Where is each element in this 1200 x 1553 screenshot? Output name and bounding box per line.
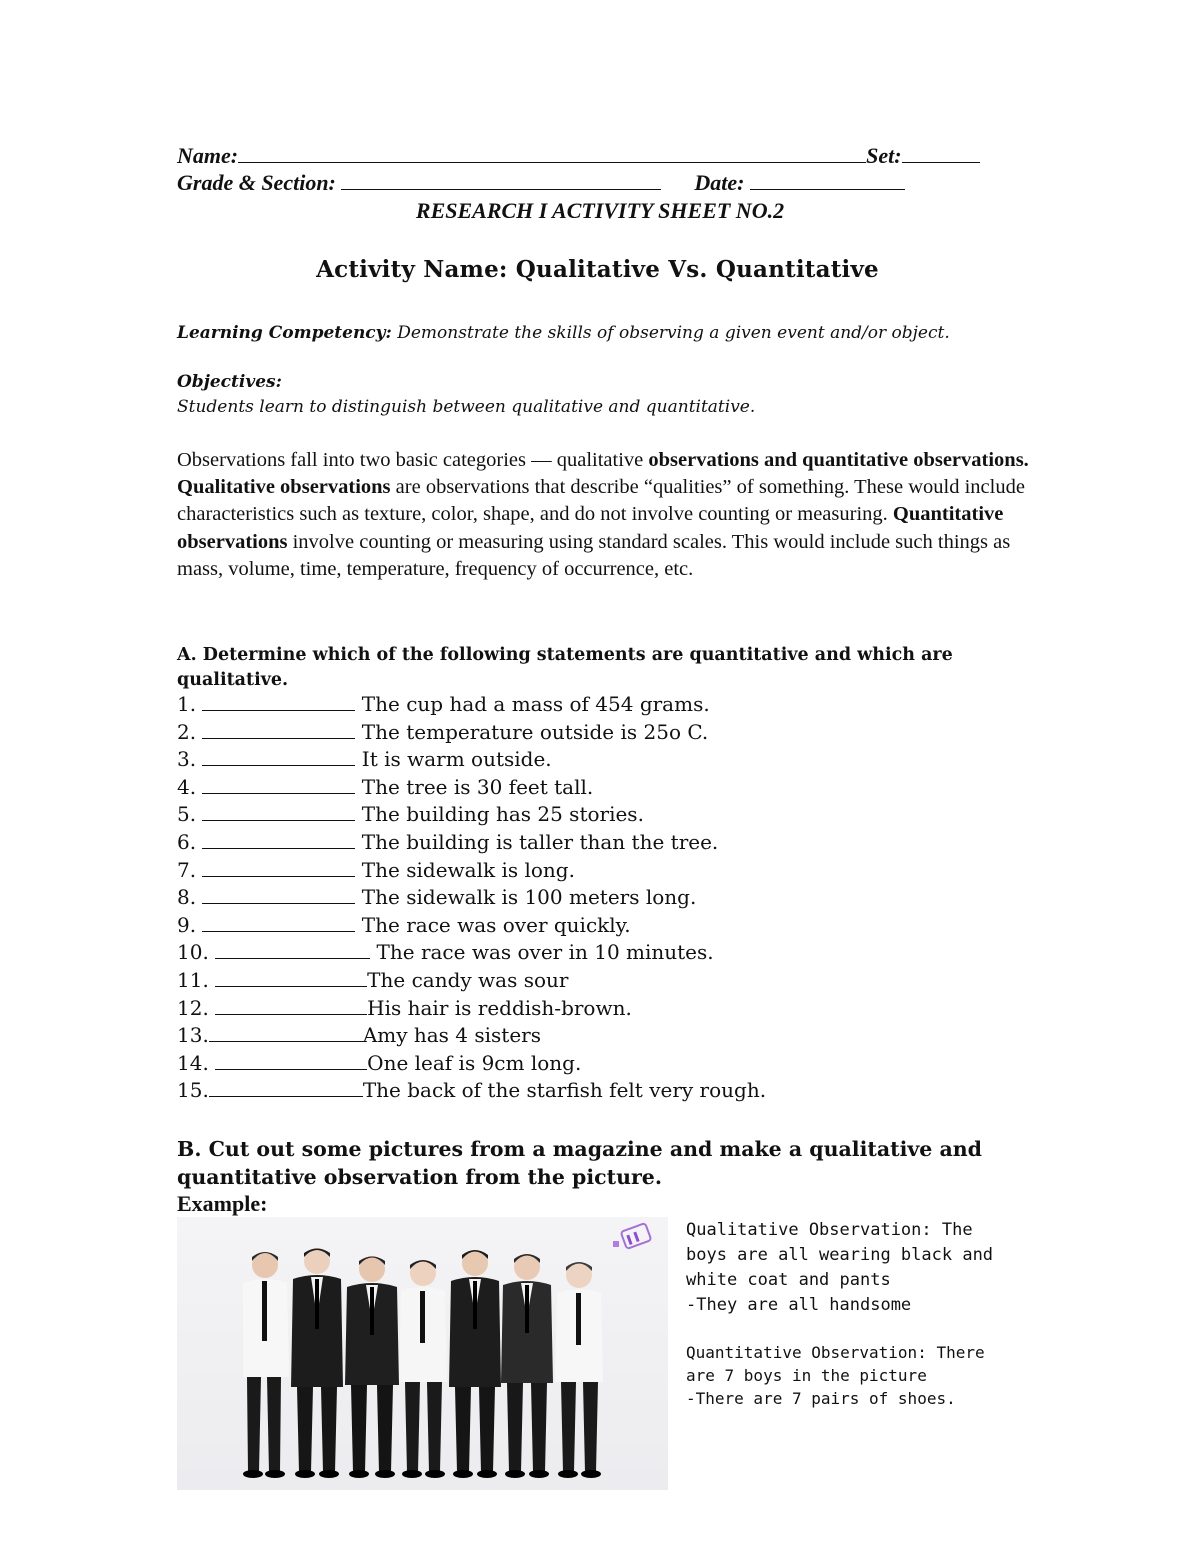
intro-text-1: Observations fall into two basic categories — qualitative: [177, 449, 649, 471]
quantitative-observation: [686, 1341, 1021, 1410]
list-item: [177, 967, 766, 995]
item-text: The sidewalk is 100 meters long.: [355, 885, 697, 910]
item-text: The race was over in 10 minutes.: [370, 940, 714, 965]
answer-blank[interactable]: [202, 912, 355, 932]
grade-row: [177, 170, 905, 196]
item-text: One leaf is 9cm long.: [367, 1050, 582, 1075]
answer-blank[interactable]: [215, 939, 370, 959]
item-number: 9.: [177, 912, 203, 937]
answer-blank[interactable]: [215, 995, 367, 1015]
learning-competency-label: Learning Competency:: [177, 323, 392, 343]
list-item: [177, 884, 766, 912]
answer-blank[interactable]: [202, 801, 355, 821]
item-text: The temperature outside is 25o C.: [355, 719, 709, 744]
answer-blank[interactable]: [202, 746, 355, 766]
item-number: 1.: [177, 692, 203, 716]
item-text: The sidewalk is long.: [355, 857, 575, 882]
person-figure: [501, 1254, 553, 1478]
list-item: [177, 1077, 766, 1105]
item-number: 15.: [177, 1078, 209, 1103]
answer-blank[interactable]: [202, 719, 355, 739]
list-item: [177, 691, 766, 719]
list-item: [177, 1022, 766, 1050]
list-item: [177, 774, 766, 802]
person-figure: [555, 1262, 603, 1478]
section-b-title: B. Cut out some pictures from a magazine and make a qualitative and quantitative observation from the picture.: [177, 1137, 982, 1189]
person-figure: [291, 1248, 343, 1478]
item-number: 11.: [177, 967, 216, 992]
activity-title: Activity Name: Qualitative Vs. Quantitative: [316, 256, 879, 283]
list-item: [177, 746, 766, 774]
intro-bold-2: Qualitative observations: [177, 476, 391, 499]
list-item: [177, 912, 766, 940]
purple-logo-icon: [613, 1223, 651, 1249]
item-text: The tree is 30 feet tall.: [355, 774, 594, 799]
item-number: 4.: [177, 774, 203, 799]
person-figure: [449, 1250, 501, 1478]
person-figure: [399, 1260, 447, 1478]
answer-blank[interactable]: [202, 857, 355, 877]
list-item: [177, 995, 766, 1023]
intro-text-3: are observations that describe “qualities” of something. These would include characteristics such as texture, color, shape, and do not involve counting or measuring.: [177, 476, 1025, 526]
item-number: 10.: [177, 940, 216, 965]
item-text: The cup had a mass of 454 grams.: [355, 692, 710, 716]
group-photo: [177, 1217, 668, 1490]
item-text: His hair is reddish-brown.: [367, 995, 632, 1020]
item-number: 6.: [177, 829, 203, 854]
person-figure: [345, 1256, 399, 1478]
group-photo-illustration: [177, 1217, 668, 1490]
item-number: 3.: [177, 747, 203, 772]
item-text: The back of the starfish felt very rough.: [362, 1078, 767, 1103]
item-number: 2.: [177, 719, 203, 744]
name-row: [177, 143, 980, 169]
list-item: [177, 939, 766, 967]
item-number: 14.: [177, 1050, 216, 1075]
answer-blank[interactable]: [209, 1077, 363, 1097]
set-blank: [902, 143, 980, 163]
learning-competency: [177, 321, 1027, 346]
name-blank: [238, 143, 866, 163]
intro-paragraph: [177, 447, 1037, 583]
item-number: 5.: [177, 802, 203, 827]
item-text: The race was over quickly.: [355, 912, 631, 937]
sheet-title: RESEARCH I ACTIVITY SHEET NO.2: [415, 198, 785, 223]
person-figure: [243, 1252, 289, 1478]
section-a-title: A. Determine which of the following statements are quantitative and which are qualitative.: [177, 645, 953, 690]
list-item: [177, 1050, 766, 1078]
answer-blank[interactable]: [202, 884, 355, 904]
objectives-label: Objectives:: [177, 372, 282, 392]
name-label: Name:: [177, 143, 239, 168]
answer-blank[interactable]: [215, 967, 367, 987]
grade-label: Grade & Section:: [177, 170, 336, 195]
objectives-text: Students learn to distinguish between qualitative and quantitative.: [177, 397, 756, 417]
quantitative-line-1: Quantitative Observation: There are 7 boys in the picture: [686, 1343, 985, 1385]
qualitative-line-1: Qualitative Observation: The boys are all wearing black and white coat and pants: [686, 1220, 994, 1290]
quantitative-line-2: -There are 7 pairs of shoes.: [686, 1389, 956, 1408]
item-text: It is warm outside.: [355, 747, 552, 772]
item-text: The building has 25 stories.: [355, 802, 644, 827]
item-text: The candy was sour: [367, 967, 569, 992]
intro-bold-1: observations and quantitative observations.: [648, 449, 1029, 471]
example-label: Example:: [177, 1191, 268, 1216]
item-number: 13.: [177, 1023, 209, 1048]
learning-competency-text: Demonstrate the skills of observing a given event and/or object.: [397, 323, 950, 343]
qualitative-line-2: -They are all handsome: [686, 1295, 912, 1315]
list-item: [177, 801, 766, 829]
item-number: 7.: [177, 857, 203, 882]
intro-text-4: involve counting or measuring using standard scales. This would include such things as mass, volume, time, temperature, frequency of occurrence, etc.: [177, 530, 1011, 580]
intro-bold-3: Quantitative observations: [177, 503, 1004, 553]
answer-blank[interactable]: [202, 829, 355, 849]
grade-blank: [341, 170, 661, 190]
date-blank: [750, 170, 905, 190]
answer-blank[interactable]: [202, 774, 355, 794]
statement-list: [177, 691, 766, 1105]
list-item: [177, 857, 766, 885]
answer-blank[interactable]: [202, 691, 355, 711]
date-label: Date:: [694, 170, 745, 195]
list-item: [177, 719, 766, 747]
item-number: 8.: [177, 885, 203, 910]
answer-blank[interactable]: [209, 1022, 363, 1042]
set-label: Set:: [866, 143, 902, 168]
item-text: The building is taller than the tree.: [355, 829, 719, 854]
qualitative-observation: [686, 1218, 1021, 1318]
item-number: 12.: [177, 995, 216, 1020]
list-item: [177, 829, 766, 857]
answer-blank[interactable]: [215, 1050, 367, 1070]
item-text: Amy has 4 sisters: [362, 1023, 542, 1048]
